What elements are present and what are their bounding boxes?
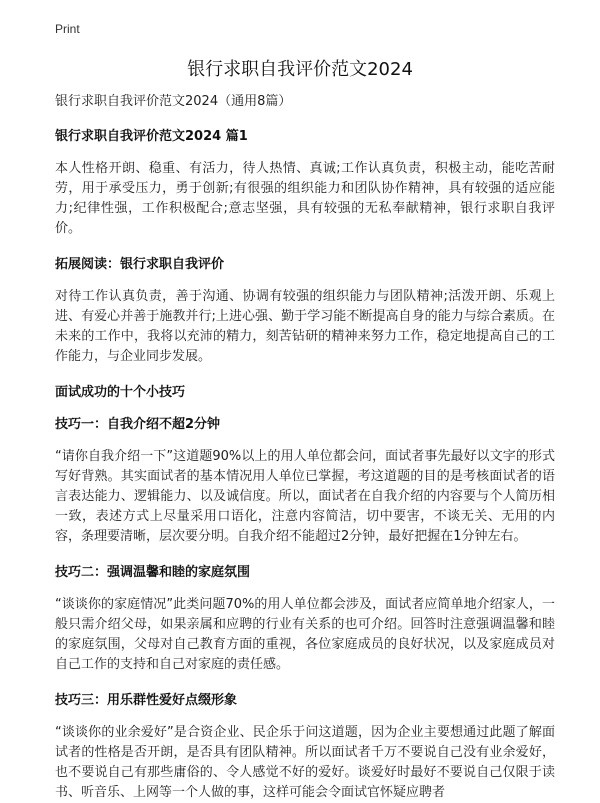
tip-paragraph-1: “请你自我介绍一下”这道题90%以上的用人单位都会问，面试者事先最好以文字的形式写好背熟。其实面试者的基本情况用人单位已掌握，考这道题的目的是考核面试者的语言表达能力、逻辑能力、以及诚信度。所以，面试者在自我介绍的内容要与个人简历相一致，表述方式上尽量采用口语化，注意内容简洁，切中要害，不谈无关、无用的内容，条理要清晰，层次要分明。自我介绍不能超过2分钟，最好把握在1分钟左右。 xyxy=(55,449,555,544)
article-body xyxy=(55,92,555,803)
print-link[interactable]: Print xyxy=(55,22,80,36)
article-subtitle: 银行求职自我评价范文2024（通用8篇） xyxy=(55,94,292,109)
section-heading-1: 银行求职自我评价范文2024 篇1 xyxy=(55,129,248,144)
page-title: 银行求职自我评价范文2024 xyxy=(187,59,413,80)
tip-paragraph-2: “谈谈你的家庭情况”此类问题70%的用人单位都会涉及，面试者应简单地介绍家人，一般只需介绍父母，如果亲属和应聘的行业有关系的也可介绍。回答时注意强调温馨和睦的家庭氛围，父母对自己教育方面的重视，各位家庭成员的良好状况，以及家庭成员对自己工作的支持和自己对家庭的责任感。 xyxy=(55,597,555,672)
section-paragraph-1: 本人性格开朗、稳重、有活力，待人热情、真诚;工作认真负责，积极主动，能吃苦耐劳，用于承受压力，勇于创新;有很强的组织能力和团队协作精神，具有较强的适应能力;纪律性强，工作积极配合;意志坚强，具有较强的无私奉献精神，银行求职自我评价。 xyxy=(55,161,555,236)
tip-heading-2: 技巧二：强调温馨和睦的家庭氛围 xyxy=(55,565,251,580)
tip-paragraph-3: “谈谈你的业余爱好”是合资企业、民企乐于问这道题，因为企业主要想通过此题了解面试者的性格是否开朗，是否具有团队精神。所以面试者千万不要说自己没有业余爱好，也不要说自己有那些庸俗的、令人感觉不好的爱好。谈爱好时最好不要说自己仅限于读书、听音乐、上网等一个人做的事，这样可能会令面试官怀疑应聘者 xyxy=(55,725,555,800)
tip-heading-3: 技巧三：用乐群性爱好点缀形象 xyxy=(55,693,238,708)
tip-heading-1: 技巧一：自我介绍不超2分钟 xyxy=(55,417,221,432)
section-paragraph-2: 对待工作认真负责，善于沟通、协调有较强的组织能力与团队精神;活泼开朗、乐观上进、有爱心并善于施教并行;上进心强、勤于学习能不断提高自身的能力与综合素质。在未来的工作中，我将以充沛的精力，刻苦钻研的精神来努力工作，稳定地提高自己的工作能力，与企业同步发展。 xyxy=(55,289,555,364)
section-heading-3: 面试成功的十个小技巧 xyxy=(55,385,186,400)
section-heading-2: 拓展阅读：银行求职自我评价 xyxy=(55,257,225,272)
